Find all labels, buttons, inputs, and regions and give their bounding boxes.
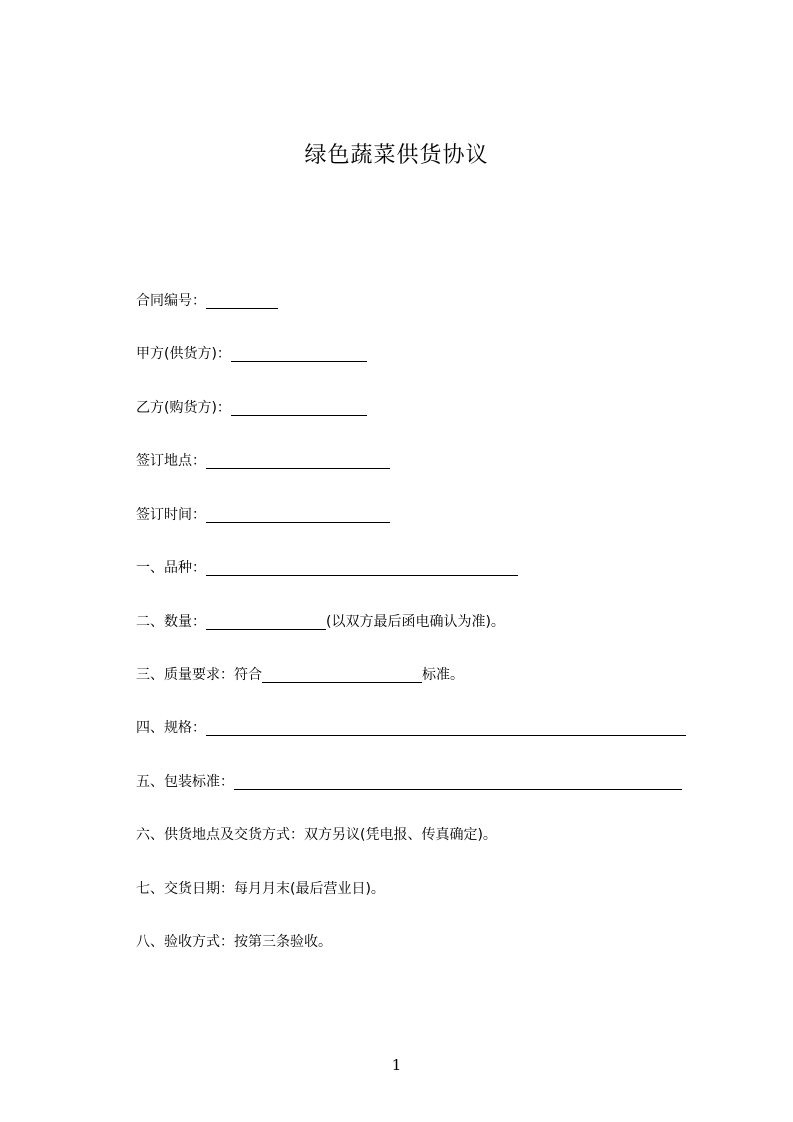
sign-time-line — [136, 504, 390, 526]
sign-place-label: 签订地点： — [136, 453, 206, 469]
document-title: 绿色蔬菜供货协议 — [304, 143, 489, 168]
sign-place-blank[interactable] — [206, 452, 390, 469]
clause-5-line — [136, 771, 682, 793]
clause-3-blank[interactable] — [262, 666, 422, 683]
contract-number-line — [136, 290, 278, 312]
party-a-line — [136, 343, 367, 365]
clause-7-text: 七、交货日期：每月月末(最后营业日)。 — [136, 881, 385, 897]
clause-4-label: 四、规格： — [136, 720, 206, 736]
sign-time-label: 签订时间： — [136, 507, 206, 523]
clause-1-blank[interactable] — [206, 559, 518, 576]
clause-3-line — [136, 664, 464, 686]
clause-5-label: 五、包装标准： — [136, 774, 234, 790]
clause-8-line — [136, 931, 332, 953]
clause-1-label: 一、品种： — [136, 560, 206, 576]
clause-2-blank[interactable] — [206, 613, 326, 630]
party-b-label: 乙方(购货方)： — [136, 400, 231, 416]
sign-place-line — [136, 450, 390, 472]
clause-5-blank[interactable] — [234, 773, 682, 790]
contract-number-label: 合同编号： — [136, 293, 206, 309]
clause-2-line — [136, 611, 505, 633]
contract-number-blank[interactable] — [206, 292, 278, 309]
sign-time-blank[interactable] — [206, 506, 390, 523]
page-number: 1 — [391, 1056, 402, 1074]
party-b-line — [136, 397, 367, 419]
clause-3-label: 三、质量要求：符合 — [136, 667, 262, 683]
clause-2-label: 二、数量： — [136, 614, 206, 630]
clause-1-line — [136, 557, 518, 579]
clause-6-text: 六、供货地点及交货方式：双方另议(凭电报、传真确定)。 — [136, 827, 497, 843]
clause-7-line — [136, 878, 385, 900]
party-a-label: 甲方(供货方)： — [136, 346, 231, 362]
party-b-blank[interactable] — [231, 399, 367, 416]
clause-4-blank[interactable] — [206, 719, 686, 736]
clause-6-line — [136, 824, 497, 846]
clause-8-text: 八、验收方式：按第三条验收。 — [136, 934, 332, 950]
party-a-blank[interactable] — [231, 345, 367, 362]
clause-3-suffix: 标准。 — [422, 667, 464, 683]
clause-2-suffix: (以双方最后函电确认为准)。 — [326, 614, 505, 630]
clause-4-line — [136, 717, 686, 739]
